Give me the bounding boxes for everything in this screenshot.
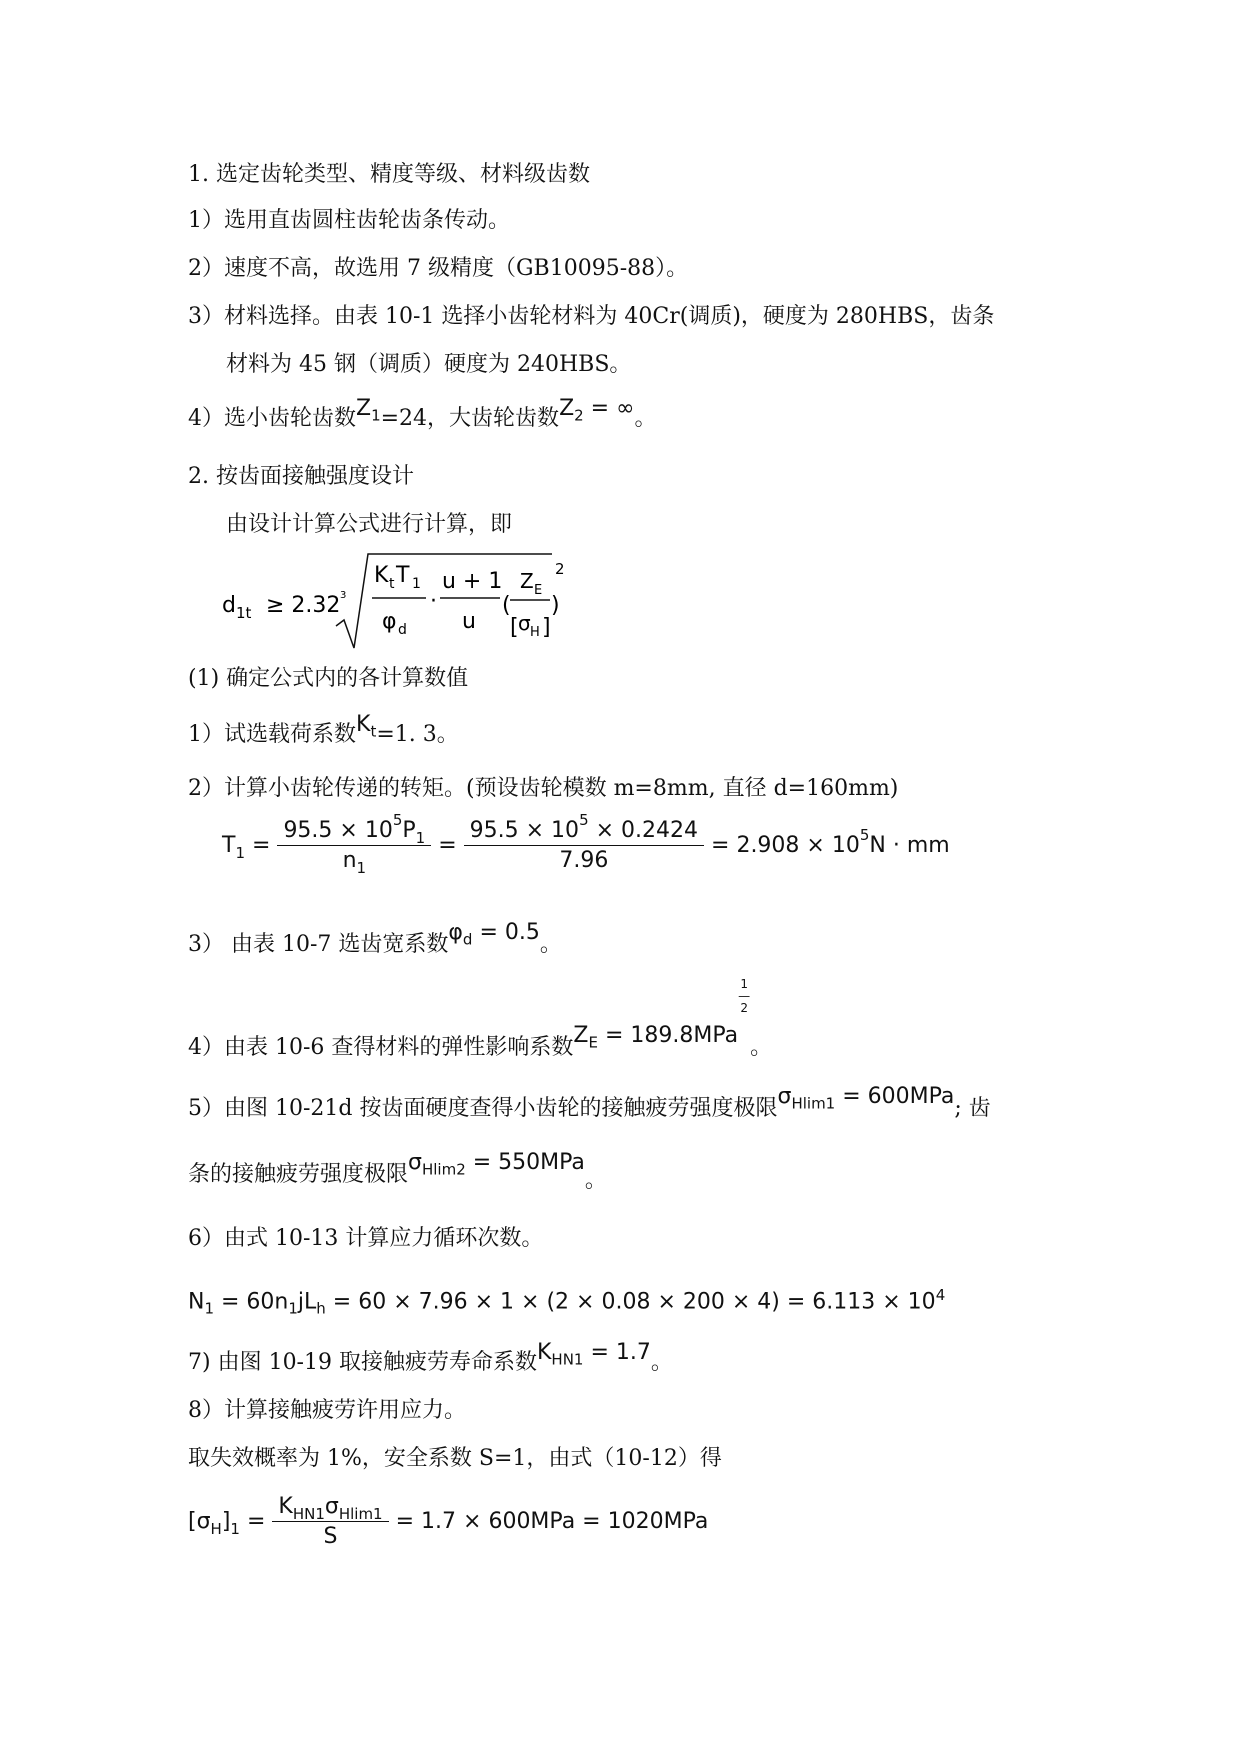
- item-3: 3） 由表 10-7 选齿宽系数$\varphi_d = 0.5$。: [188, 920, 562, 957]
- item-5-line-2: 条的接触疲劳强度极限$\sigma_{Hlim2} = 550MPa$。: [188, 1150, 607, 1193]
- svg-text:T: T: [396, 563, 410, 588]
- svg-text:3: 3: [340, 590, 347, 601]
- svg-text:]: ]: [542, 615, 551, 640]
- s1-item-3a: 3）材料选择。由表 10-1 选择小齿轮材料为 40Cr(调质)，硬度为 280HBS，齿条: [188, 304, 995, 329]
- svg-text:t: t: [389, 576, 395, 592]
- svg-text:φ: φ: [382, 609, 397, 634]
- item-8-intro: 取失效概率为 1%，安全系数 S=1，由式（10-12）得: [188, 1446, 722, 1471]
- item-4: 4）由表 10-6 查得材料的弹性影响系数$Z_E = 189.8MPa1$ — 2。: [188, 977, 773, 1060]
- svg-text:2: 2: [555, 560, 565, 578]
- svg-text:1t: 1t: [236, 604, 252, 622]
- s1-item-4: 4）选小齿轮齿数$Z_1=24$，大齿轮齿数$Z_2$ = ∞。: [188, 396, 657, 431]
- svg-text:(: (: [502, 593, 511, 618]
- t1-formula: $T_1$ = $\frac{95.5 \times 10^5P_1}{n_1}$ = $\frac{95.5 \times 10^5 \times 0.2424}{7.96}$ = $2.908 \times 10^5N$ · mm: [222, 811, 950, 877]
- s1-item-1: 1）选用直齿圆柱齿轮齿条传动。: [188, 208, 510, 233]
- item-5-line-1: 5）由图 10-21d 按齿面硬度查得小齿轮的接触疲劳强度极限$\sigma_{Hlim1} = 600MPa$; 齿: [188, 1084, 991, 1121]
- svg-text:σ: σ: [518, 611, 531, 635]
- n1-formula: $N_1 = 60n_1jL_h = 60 \times 7.96 \times 1 \times (2 \times 0.08 \times 200 \times 4) = 6.113 \times 10^4$: [188, 1286, 946, 1318]
- item-2: 2）计算小齿轮传递的转矩。(预设齿轮模数 m=8mm, 直径 d=160mm): [188, 776, 899, 801]
- svg-text:1: 1: [412, 576, 421, 592]
- item-7: 7) 由图 10-19 取接触疲劳寿命系数$K_{HN1} = 1.7$。: [188, 1340, 673, 1375]
- s1-title: 1. 选定齿轮类型、精度等级、材料级齿数: [188, 162, 590, 187]
- s2-title: 2. 按齿面接触强度设计: [188, 464, 414, 489]
- item-8: 8）计算接触疲劳许用应力。: [188, 1398, 466, 1423]
- svg-text:u + 1: u + 1: [442, 569, 503, 594]
- svg-text:E: E: [534, 583, 543, 598]
- sigma-h-formula: $[\sigma_H]_1$ = $\frac{K_{HN1}\sigma_{Hlim1}}{S}$ = 1.7 × 600MPa = 1020MPa: [188, 1494, 709, 1549]
- sub-title: (1) 确定公式内的各计算数值: [188, 666, 469, 691]
- svg-text:d: d: [222, 593, 236, 618]
- item-6: 6）由式 10-13 计算应力循环次数。: [188, 1226, 544, 1251]
- s1-item-2: 2）速度不高，故选用 7 级精度（GB10095-88）。: [188, 256, 689, 281]
- s2-intro: 由设计计算公式进行计算，即: [226, 512, 513, 537]
- svg-text:H: H: [530, 625, 540, 640]
- svg-text:): ): [551, 593, 560, 618]
- svg-text:·: ·: [430, 589, 437, 614]
- svg-text:u: u: [462, 609, 476, 634]
- d1t-formula: [222, 548, 565, 662]
- svg-text:K: K: [374, 563, 389, 588]
- s1-item-3b: 材料为 45 钢（调质）硬度为 240HBS。: [226, 352, 632, 377]
- d1t-formula-svg: [222, 548, 565, 656]
- svg-text:d: d: [398, 622, 407, 638]
- item-1: 1）试选载荷系数$K_t=1$. 3。: [188, 712, 459, 747]
- svg-text:Z: Z: [520, 569, 534, 593]
- svg-text:≥ 2.32: ≥ 2.32: [266, 593, 341, 618]
- svg-text:[: [: [510, 615, 519, 640]
